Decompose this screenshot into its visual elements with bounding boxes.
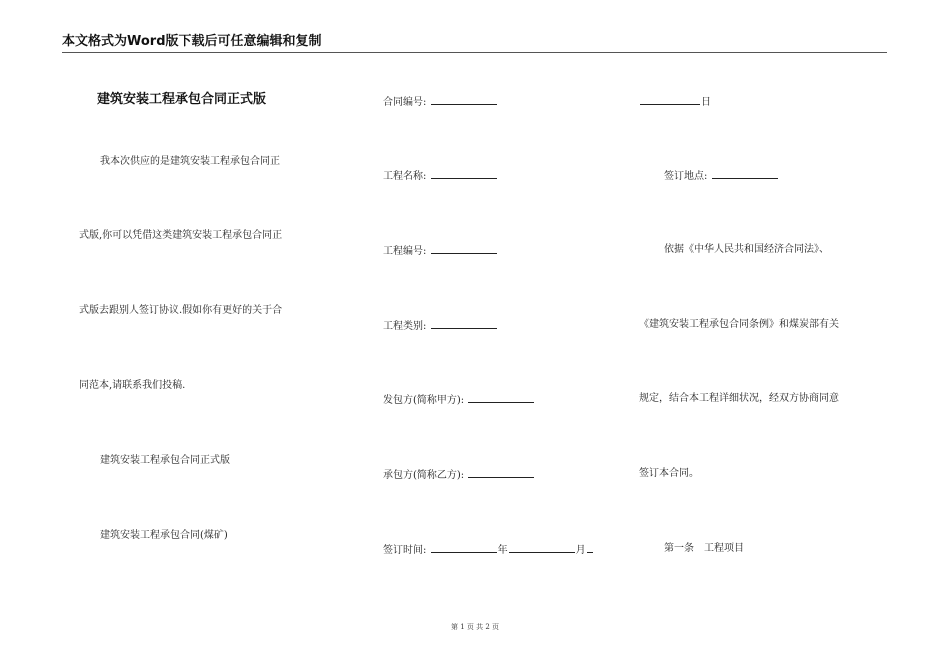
contract-no-row <box>383 94 498 110</box>
project-no-blank <box>431 243 497 254</box>
left-line-1: 我本次供应的是建筑安装工程承包合同正 <box>100 156 280 167</box>
right-line-3: 规定，结合本工程详细状况，经双方协商同意 <box>639 393 839 404</box>
right-line-2: 《建筑安装工程承包合同条例》和煤炭部有关 <box>639 319 839 330</box>
sign-year-blank <box>431 542 497 553</box>
project-type-row <box>383 318 498 334</box>
year-label: 年 <box>497 545 508 556</box>
party-b-blank <box>468 467 534 478</box>
party-a-blank <box>468 392 534 403</box>
party-a-row <box>383 392 535 408</box>
left-line-5: 建筑安装工程承包合同正式版 <box>100 455 230 466</box>
party-b-row <box>383 467 535 483</box>
project-type-label: 工程类别: <box>383 321 427 332</box>
project-name-blank <box>431 168 497 179</box>
right-line-1: 依据《中华人民共和国经济合同法》、 <box>664 244 829 255</box>
page-footer: 第 1 页 共 2 页 <box>450 623 500 631</box>
day-label: 日 <box>701 97 711 108</box>
project-name-row <box>383 168 498 184</box>
day-blank <box>640 94 700 105</box>
left-line-4: 同范本,请联系我们投稿. <box>79 380 186 391</box>
project-no-label: 工程编号: <box>383 246 427 257</box>
right-line-4: 签订本合同。 <box>639 468 699 479</box>
sign-place-row <box>664 168 779 184</box>
party-a-label: 发包方(简称甲方): <box>383 395 465 406</box>
page-header <box>62 34 887 53</box>
left-line-3: 式版去跟别人签订协议.假如你有更好的关于合 <box>79 305 283 316</box>
day-row <box>639 94 711 110</box>
contract-no-label: 合同编号: <box>383 97 427 108</box>
header-text: 本文格式为Word版下载后可任意编辑和复制 <box>62 34 322 49</box>
sign-month-blank <box>509 542 575 553</box>
project-name-label: 工程名称: <box>383 171 427 182</box>
contract-no-blank <box>431 94 497 105</box>
sign-time-row <box>383 542 594 558</box>
left-line-6: 建筑安装工程承包合同(煤矿) <box>100 530 228 541</box>
project-no-row <box>383 243 498 259</box>
article-1-heading: 第一条 工程项目 <box>664 543 744 554</box>
month-label: 月 <box>575 545 586 556</box>
document-title: 建筑安装工程承包合同正式版 <box>97 92 267 107</box>
sign-day-blank <box>587 542 593 553</box>
sign-time-label: 签订时间: <box>383 545 427 556</box>
party-b-label: 承包方(简称乙方): <box>383 470 465 481</box>
sign-place-blank <box>712 168 778 179</box>
sign-place-label: 签订地点: <box>664 171 708 182</box>
left-line-2: 式版,你可以凭借这类建筑安装工程承包合同正 <box>79 230 283 241</box>
project-type-blank <box>431 318 497 329</box>
